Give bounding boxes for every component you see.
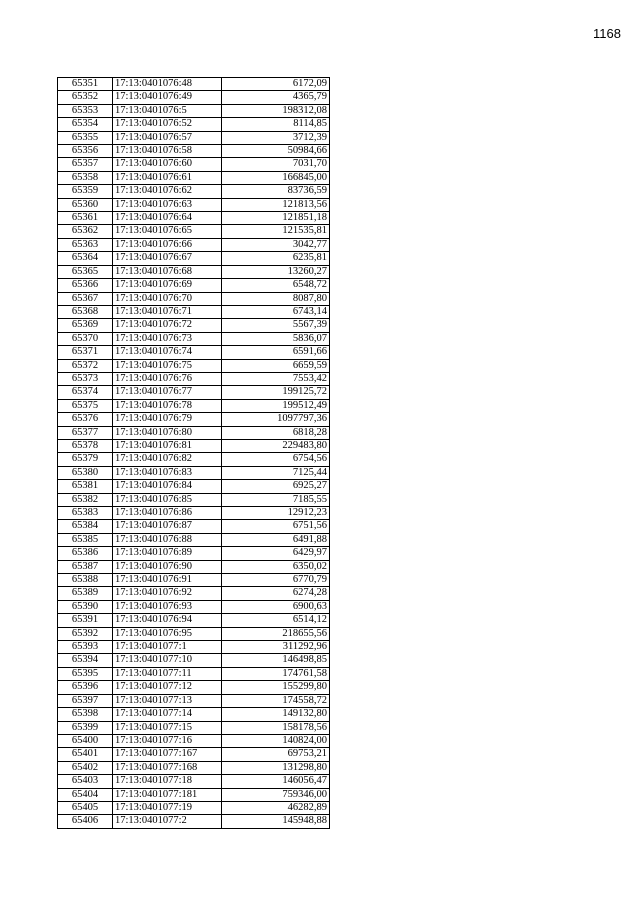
cadastral-number: 17:13:0401077:18 (113, 775, 222, 788)
cadastral-number: 17:13:0401076:93 (113, 600, 222, 613)
row-number: 65369 (58, 319, 113, 332)
cadastral-number: 17:13:0401077:15 (113, 721, 222, 734)
table-row (58, 118, 330, 131)
row-number: 65383 (58, 507, 113, 520)
row-number: 65388 (58, 574, 113, 587)
table-row (58, 145, 330, 158)
cadastral-number: 17:13:0401076:83 (113, 466, 222, 479)
cadastral-number: 17:13:0401076:5 (113, 104, 222, 117)
cadastral-value: 6491,88 (222, 533, 330, 546)
table-row (58, 413, 330, 426)
cadastral-value: 46282,89 (222, 801, 330, 814)
cadastral-value: 218655,56 (222, 627, 330, 640)
cadastral-number: 17:13:0401077:19 (113, 801, 222, 814)
row-number: 65374 (58, 386, 113, 399)
cadastral-value: 158178,56 (222, 721, 330, 734)
row-number: 65385 (58, 533, 113, 546)
cadastral-value: 145948,88 (222, 815, 330, 828)
row-number: 65391 (58, 614, 113, 627)
row-number: 65375 (58, 399, 113, 412)
cadastral-value: 6235,81 (222, 252, 330, 265)
table-row (58, 574, 330, 587)
table-row (58, 91, 330, 104)
row-number: 65351 (58, 78, 113, 91)
cadastral-value: 166845,00 (222, 171, 330, 184)
cadastral-value: 6548,72 (222, 279, 330, 292)
row-number: 65352 (58, 91, 113, 104)
table-row (58, 788, 330, 801)
row-number: 65355 (58, 131, 113, 144)
cadastral-value: 6925,27 (222, 480, 330, 493)
cadastral-value: 13260,27 (222, 265, 330, 278)
row-number: 65368 (58, 305, 113, 318)
cadastral-number: 17:13:0401076:64 (113, 212, 222, 225)
cadastral-value: 311292,96 (222, 641, 330, 654)
cadastral-number: 17:13:0401077:10 (113, 654, 222, 667)
table-row (58, 104, 330, 117)
table-row (58, 279, 330, 292)
table-row (58, 507, 330, 520)
cadastral-value: 50984,66 (222, 145, 330, 158)
cadastral-value: 6751,56 (222, 520, 330, 533)
cadastral-number: 17:13:0401076:79 (113, 413, 222, 426)
cadastral-value: 121851,18 (222, 212, 330, 225)
table-row (58, 667, 330, 680)
table-row (58, 225, 330, 238)
cadastral-number: 17:13:0401076:81 (113, 439, 222, 452)
cadastral-number: 17:13:0401076:94 (113, 614, 222, 627)
cadastral-number: 17:13:0401076:52 (113, 118, 222, 131)
table-row (58, 292, 330, 305)
row-number: 65370 (58, 332, 113, 345)
row-number: 65404 (58, 788, 113, 801)
cadastral-value: 6900,63 (222, 600, 330, 613)
table-row (58, 533, 330, 546)
table-row (58, 801, 330, 814)
table-row (58, 198, 330, 211)
table-row (58, 319, 330, 332)
row-number: 65384 (58, 520, 113, 533)
cadastral-number: 17:13:0401076:92 (113, 587, 222, 600)
table-row (58, 748, 330, 761)
row-number: 65373 (58, 372, 113, 385)
row-number: 65358 (58, 171, 113, 184)
cadastral-value: 6429,97 (222, 547, 330, 560)
cadastral-value: 146056,47 (222, 775, 330, 788)
row-number: 65397 (58, 694, 113, 707)
cadastral-number: 17:13:0401076:71 (113, 305, 222, 318)
row-number: 65402 (58, 761, 113, 774)
cadastral-value: 759346,00 (222, 788, 330, 801)
table-row (58, 627, 330, 640)
row-number: 65390 (58, 600, 113, 613)
row-number: 65367 (58, 292, 113, 305)
cadastral-number: 17:13:0401076:85 (113, 493, 222, 506)
cadastral-number: 17:13:0401077:2 (113, 815, 222, 828)
table-row (58, 158, 330, 171)
table-row (58, 721, 330, 734)
table-row (58, 386, 330, 399)
table-row (58, 185, 330, 198)
cadastral-number: 17:13:0401076:70 (113, 292, 222, 305)
cadastral-number: 17:13:0401076:49 (113, 91, 222, 104)
table-row (58, 426, 330, 439)
cadastral-value: 8087,80 (222, 292, 330, 305)
cadastral-value: 140824,00 (222, 734, 330, 747)
row-number: 65364 (58, 252, 113, 265)
cadastral-value: 1097797,36 (222, 413, 330, 426)
row-number: 65363 (58, 238, 113, 251)
row-number: 65359 (58, 185, 113, 198)
table-row (58, 439, 330, 452)
table-row (58, 775, 330, 788)
row-number: 65405 (58, 801, 113, 814)
row-number: 65380 (58, 466, 113, 479)
cadastral-value: 3712,39 (222, 131, 330, 144)
row-number: 65401 (58, 748, 113, 761)
table-row (58, 520, 330, 533)
table-row (58, 346, 330, 359)
cadastral-number: 17:13:0401077:1 (113, 641, 222, 654)
table-row (58, 761, 330, 774)
table-row (58, 641, 330, 654)
table-row (58, 480, 330, 493)
cadastral-value: 8114,85 (222, 118, 330, 131)
cadastral-value: 6591,66 (222, 346, 330, 359)
cadastral-number: 17:13:0401076:72 (113, 319, 222, 332)
cadastral-value: 199125,72 (222, 386, 330, 399)
table-row (58, 265, 330, 278)
cadastral-number: 17:13:0401076:88 (113, 533, 222, 546)
cadastral-number: 17:13:0401077:16 (113, 734, 222, 747)
row-number: 65389 (58, 587, 113, 600)
row-number: 65362 (58, 225, 113, 238)
row-number: 65366 (58, 279, 113, 292)
cadastral-number: 17:13:0401076:63 (113, 198, 222, 211)
table-row (58, 708, 330, 721)
table-row (58, 587, 330, 600)
cadastral-value: 146498,85 (222, 654, 330, 667)
cadastral-value: 5567,39 (222, 319, 330, 332)
cadastral-number: 17:13:0401076:58 (113, 145, 222, 158)
cadastral-value: 7185,55 (222, 493, 330, 506)
row-number: 65376 (58, 413, 113, 426)
row-number: 65361 (58, 212, 113, 225)
cadastral-value: 83736,59 (222, 185, 330, 198)
cadastral-value: 199512,49 (222, 399, 330, 412)
cadastral-value: 174761,58 (222, 667, 330, 680)
row-number: 65382 (58, 493, 113, 506)
cadastral-value: 6770,79 (222, 574, 330, 587)
cadastral-value: 6172,09 (222, 78, 330, 91)
cadastral-number: 17:13:0401077:181 (113, 788, 222, 801)
cadastral-number: 17:13:0401077:168 (113, 761, 222, 774)
cadastral-value: 69753,21 (222, 748, 330, 761)
table-row (58, 654, 330, 667)
cadastral-number: 17:13:0401076:69 (113, 279, 222, 292)
table-row (58, 131, 330, 144)
cadastral-value-table (57, 77, 330, 829)
row-number: 65398 (58, 708, 113, 721)
cadastral-number: 17:13:0401076:48 (113, 78, 222, 91)
cadastral-value: 7031,70 (222, 158, 330, 171)
page-number: 1168 (593, 26, 621, 41)
cadastral-number: 17:13:0401076:78 (113, 399, 222, 412)
table-row (58, 372, 330, 385)
cadastral-value: 149132,80 (222, 708, 330, 721)
table-row (58, 614, 330, 627)
cadastral-number: 17:13:0401076:67 (113, 252, 222, 265)
table-row (58, 238, 330, 251)
cadastral-number: 17:13:0401076:91 (113, 574, 222, 587)
cadastral-number: 17:13:0401076:75 (113, 359, 222, 372)
row-number: 65357 (58, 158, 113, 171)
table-row (58, 305, 330, 318)
table-row (58, 547, 330, 560)
cadastral-number: 17:13:0401076:60 (113, 158, 222, 171)
cadastral-value: 229483,80 (222, 439, 330, 452)
row-number: 65406 (58, 815, 113, 828)
cadastral-value: 131298,80 (222, 761, 330, 774)
table-row (58, 212, 330, 225)
cadastral-value: 7125,44 (222, 466, 330, 479)
cadastral-value: 174558,72 (222, 694, 330, 707)
row-number: 65392 (58, 627, 113, 640)
table-row (58, 493, 330, 506)
row-number: 65400 (58, 734, 113, 747)
cadastral-value: 6754,56 (222, 453, 330, 466)
cadastral-value: 155299,80 (222, 681, 330, 694)
table-row (58, 600, 330, 613)
row-number: 65381 (58, 480, 113, 493)
table-row (58, 681, 330, 694)
cadastral-number: 17:13:0401076:95 (113, 627, 222, 640)
cadastral-value: 4365,79 (222, 91, 330, 104)
row-number: 65360 (58, 198, 113, 211)
cadastral-number: 17:13:0401076:68 (113, 265, 222, 278)
cadastral-number: 17:13:0401077:12 (113, 681, 222, 694)
table-body (58, 78, 330, 829)
table-row (58, 815, 330, 828)
table-row (58, 359, 330, 372)
cadastral-number: 17:13:0401076:84 (113, 480, 222, 493)
table-row (58, 694, 330, 707)
table-row (58, 560, 330, 573)
cadastral-value: 198312,08 (222, 104, 330, 117)
cadastral-value: 121813,56 (222, 198, 330, 211)
cadastral-number: 17:13:0401076:82 (113, 453, 222, 466)
cadastral-number: 17:13:0401077:11 (113, 667, 222, 680)
cadastral-number: 17:13:0401076:62 (113, 185, 222, 198)
row-number: 65395 (58, 667, 113, 680)
table-row (58, 171, 330, 184)
cadastral-number: 17:13:0401076:77 (113, 386, 222, 399)
cadastral-number: 17:13:0401076:57 (113, 131, 222, 144)
cadastral-value: 6659,59 (222, 359, 330, 372)
row-number: 65393 (58, 641, 113, 654)
cadastral-number: 17:13:0401076:76 (113, 372, 222, 385)
row-number: 65377 (58, 426, 113, 439)
row-number: 65365 (58, 265, 113, 278)
row-number: 65353 (58, 104, 113, 117)
cadastral-number: 17:13:0401077:13 (113, 694, 222, 707)
cadastral-value: 6514,12 (222, 614, 330, 627)
table-row (58, 332, 330, 345)
cadastral-value: 7553,42 (222, 372, 330, 385)
cadastral-number: 17:13:0401076:86 (113, 507, 222, 520)
cadastral-number: 17:13:0401077:14 (113, 708, 222, 721)
row-number: 65378 (58, 439, 113, 452)
row-number: 65379 (58, 453, 113, 466)
cadastral-value: 6274,28 (222, 587, 330, 600)
cadastral-number: 17:13:0401076:89 (113, 547, 222, 560)
row-number: 65394 (58, 654, 113, 667)
cadastral-number: 17:13:0401077:167 (113, 748, 222, 761)
cadastral-number: 17:13:0401076:87 (113, 520, 222, 533)
cadastral-number: 17:13:0401076:66 (113, 238, 222, 251)
cadastral-value: 12912,23 (222, 507, 330, 520)
row-number: 65403 (58, 775, 113, 788)
row-number: 65387 (58, 560, 113, 573)
row-number: 65371 (58, 346, 113, 359)
row-number: 65354 (58, 118, 113, 131)
table-row (58, 252, 330, 265)
table-row (58, 78, 330, 91)
row-number: 65356 (58, 145, 113, 158)
row-number: 65399 (58, 721, 113, 734)
cadastral-value: 6818,28 (222, 426, 330, 439)
table-row (58, 399, 330, 412)
cadastral-number: 17:13:0401076:90 (113, 560, 222, 573)
cadastral-number: 17:13:0401076:61 (113, 171, 222, 184)
table-row (58, 734, 330, 747)
cadastral-number: 17:13:0401076:73 (113, 332, 222, 345)
cadastral-number: 17:13:0401076:80 (113, 426, 222, 439)
cadastral-value: 5836,07 (222, 332, 330, 345)
cadastral-value: 3042,77 (222, 238, 330, 251)
cadastral-value: 6350,02 (222, 560, 330, 573)
table-row (58, 466, 330, 479)
cadastral-number: 17:13:0401076:74 (113, 346, 222, 359)
cadastral-number: 17:13:0401076:65 (113, 225, 222, 238)
row-number: 65386 (58, 547, 113, 560)
cadastral-value: 6743,14 (222, 305, 330, 318)
row-number: 65372 (58, 359, 113, 372)
table-row (58, 453, 330, 466)
cadastral-value: 121535,81 (222, 225, 330, 238)
row-number: 65396 (58, 681, 113, 694)
